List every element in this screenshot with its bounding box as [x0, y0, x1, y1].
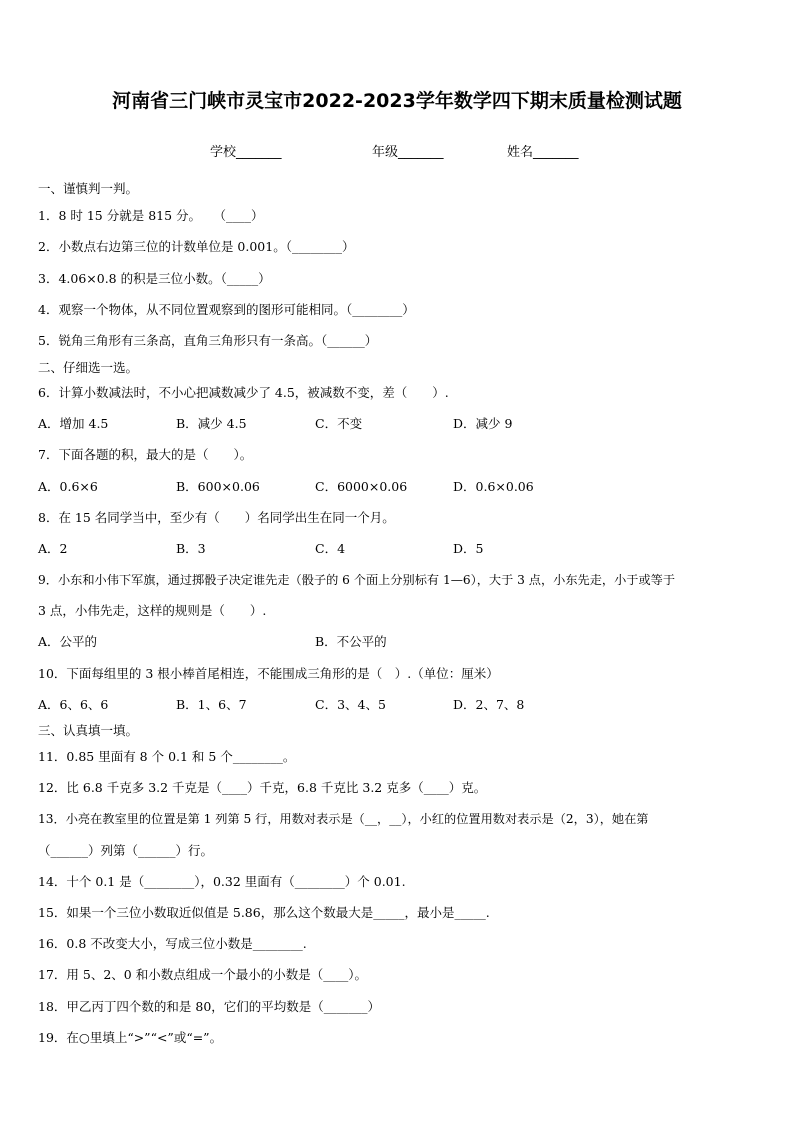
question-13-line-1: 13．小亮在教室里的位置是第 1 列第 5 行，用数对表示是（__，__），小红的位置用数对表示是（2，3），她在第 — [38, 812, 649, 826]
question-19: 19．在○里填上“>”“<”或“=”。 — [38, 1030, 223, 1045]
question-12: 12．比 6.8 千克多 3.2 千克是（____）千克，6.8 千克比 3.2 克多（____）克。 — [38, 780, 487, 795]
question-10: 10．下面每组里的 3 根小棒首尾相连，不能围成三角形的是（ ）.（单位：厘米） — [38, 666, 499, 681]
q10-option-a: A．6、6、6 — [38, 697, 109, 712]
question-14: 14．十个 0.1 是（________），0.32 里面有（________）个 0.01. — [38, 874, 406, 889]
q6-option-d: D．减少 9 — [453, 416, 513, 431]
question-16: 16．0.8 不改变大小，写成三位小数是________. — [38, 936, 307, 951]
q7-option-b: B．600×0.06 — [176, 479, 260, 494]
q10-option-d: D．2、7、8 — [453, 697, 525, 712]
question-18: 18．甲乙丙丁四个数的和是 80，它们的平均数是（_______） — [38, 999, 381, 1014]
question-5: 5．锐角三角形有三条高，直角三角形只有一条高。（______） — [38, 333, 378, 348]
question-11: 11．0.85 里面有 8 个 0.1 和 5 个________。 — [38, 749, 296, 764]
question-13-line-2: （______）列第（______）行。 — [38, 843, 214, 858]
section-heading-3: 三、认真填一填。 — [38, 723, 139, 738]
q8-option-d: D．5 — [453, 541, 484, 556]
question-6: 6．计算小数减法时，不小心把减数减少了 4.5，被减数不变，差（ ）. — [38, 385, 449, 400]
school-field: 学校_______ — [210, 145, 282, 160]
q10-option-b: B．1、6、7 — [176, 697, 247, 712]
name-field: 姓名_______ — [507, 145, 579, 160]
q7-option-a: A．0.6×6 — [38, 479, 98, 494]
section-heading-2: 二、仔细选一选。 — [38, 360, 139, 375]
question-9-line-2: 3 点，小伟先走，这样的规则是（ ）. — [38, 603, 267, 618]
q10-option-c: C．3、4、5 — [315, 697, 386, 712]
question-8: 8．在 15 名同学当中，至少有（ ）名同学出生在同一个月。 — [38, 510, 395, 525]
section-heading-1: 一、谨慎判一判。 — [38, 181, 139, 196]
q6-option-c: C．不变 — [315, 416, 363, 431]
question-3: 3．4.06×0.8 的积是三位小数。（_____） — [38, 271, 271, 286]
q7-option-c: C．6000×0.06 — [315, 479, 408, 494]
q9-option-a: A．公平的 — [38, 634, 98, 649]
q8-option-a: A．2 — [38, 541, 68, 556]
question-7: 7．下面各题的积，最大的是（ ）。 — [38, 447, 253, 462]
q8-option-b: B．3 — [176, 541, 206, 556]
question-15: 15．如果一个三位小数取近似值是 5.86，那么这个数最大是_____，最小是_____. — [38, 905, 490, 920]
q6-option-a: A．增加 4.5 — [38, 416, 109, 431]
question-1: 1．8 时 15 分就是 815 分。 （____） — [38, 208, 264, 223]
question-17: 17．用 5、2、0 和小数点组成一个最小的小数是（____）。 — [38, 967, 367, 982]
question-2: 2．小数点右边第三位的计数单位是 0.001。（________） — [38, 239, 355, 254]
grade-field: 年级_______ — [372, 145, 444, 160]
q7-option-d: D．0.6×0.06 — [453, 479, 534, 494]
q9-option-b: B．不公平的 — [315, 634, 387, 649]
question-4: 4．观察一个物体，从不同位置观察到的图形可能相同。（________） — [38, 302, 415, 317]
question-9-line-1: 9．小东和小伟下军旗，通过掷骰子决定谁先走（骰子的 6 个面上分别标有 1—6），大于 3 点，小东先走，小于或等于 — [38, 573, 676, 587]
page-title: 河南省三门峡市灵宝市2022-2023学年数学四下期末质量检测试题 — [112, 90, 682, 112]
q8-option-c: C．4 — [315, 541, 346, 556]
q6-option-b: B．减少 4.5 — [176, 416, 247, 431]
